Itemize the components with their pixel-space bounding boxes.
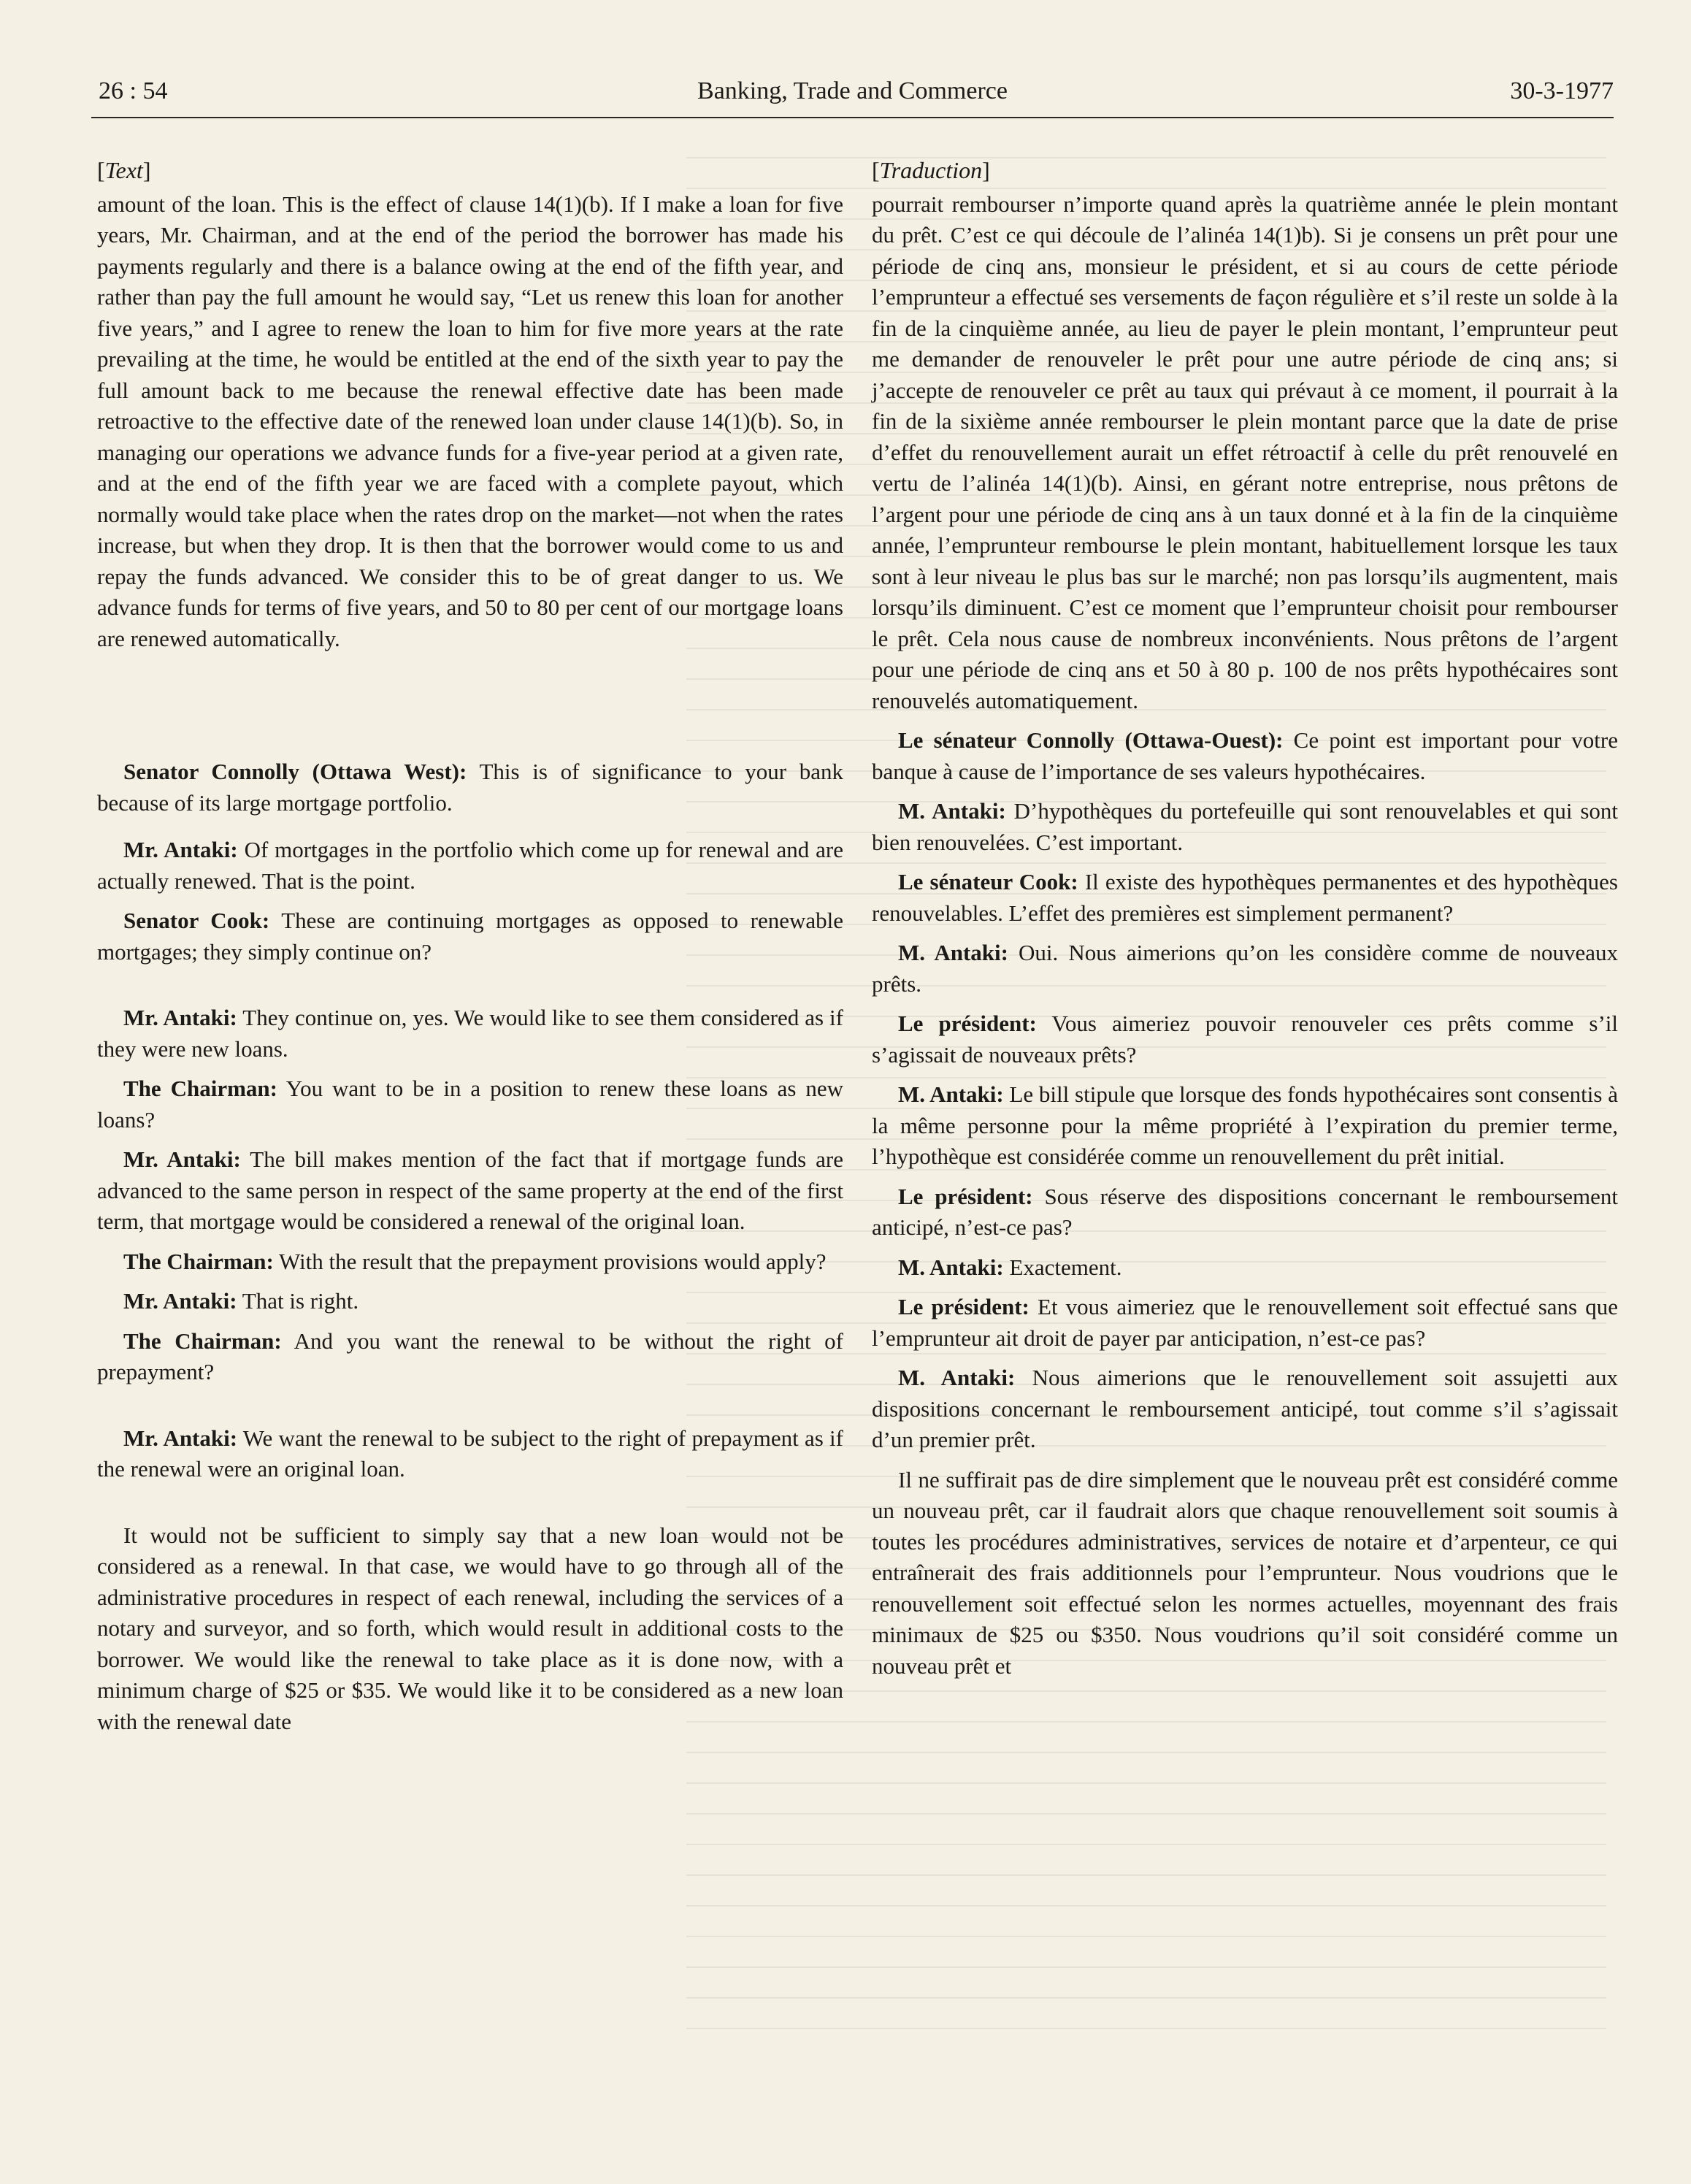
paragraph: M. Antaki: Exactement. bbox=[898, 1254, 1122, 1280]
speaker-name: Le président: bbox=[898, 1183, 1033, 1209]
speaker-name: Senator Connolly (Ottawa West): bbox=[123, 759, 467, 784]
speaker-name: M. Antaki: bbox=[898, 1081, 1004, 1107]
paragraph: Le sénateur Connolly (Ottawa-Ouest): Ce point est important pour votre banque à cause de l’importance de ses valeurs hypothécaires. bbox=[872, 727, 1619, 784]
speaker-name: Le sénateur Cook: bbox=[898, 869, 1078, 894]
speaker-name: M. Antaki: bbox=[898, 1365, 1016, 1390]
speaker-name: Le sénateur Connolly (Ottawa-Ouest): bbox=[898, 727, 1284, 753]
paragraph: Senator Cook: These are continuing mortgages as opposed to renewable mortgages; they simply continue on? bbox=[97, 908, 843, 965]
speaker-name: M. Antaki: bbox=[898, 1254, 1004, 1280]
paragraph: The Chairman: With the result that the prepayment provisions would apply? bbox=[123, 1248, 827, 1274]
paragraph: Mr. Antaki: We want the renewal to be subject to the right of prepayment as if the renewal were an original loan. bbox=[97, 1425, 843, 1482]
column-tag-label: Text bbox=[104, 157, 143, 183]
paragraph: Mr. Antaki: The bill makes mention of the fact that if mortgage funds are advanced to the same person in respect of the same property at the end of the first term, that mortgage would be considered a renewal of the original loan. bbox=[97, 1146, 843, 1234]
paragraph: Le président: Sous réserve des dispositions concernant le remboursement anticipé, n’est-ce pas? bbox=[872, 1183, 1618, 1240]
publication-title: Banking, Trade and Commerce bbox=[697, 77, 1008, 104]
header-rule bbox=[91, 117, 1614, 118]
paragraph: Mr. Antaki: That is right. bbox=[123, 1288, 359, 1314]
paragraph: Il ne suffirait pas de dire simplement que le nouveau prêt est considéré comme un nouveau prêt, car il faudrait alors que chaque renouvellement soit soumis à toutes les procédures administratives, services de notaire et d’arpenteur, ce qui entraînerait des frais additionnels pour l’emprunteur. Nous voudrions que le renouvellement soit effectué selon les normes actuelles, moyennant des frais minimaux de $25 ou $350. Nous voudrions qu’il soit considéré comme un nouveau prêt et bbox=[872, 1466, 1618, 1679]
paragraph: Le président: Et vous aimeriez que le renouvellement soit effectué sans que l’emprunteur ait droit de payer par anticipation, n’est-ce pas? bbox=[872, 1294, 1619, 1351]
page-number: 26 : 54 bbox=[99, 77, 168, 104]
english-column bbox=[97, 155, 843, 1737]
page-header bbox=[91, 77, 1614, 115]
speaker-name: Senator Cook: bbox=[123, 908, 270, 933]
paragraph: The Chairman: You want to be in a position to renew these loans as new loans? bbox=[97, 1076, 843, 1133]
speaker-name: Mr. Antaki: bbox=[123, 837, 238, 862]
paragraph: Mr. Antaki: Of mortgages in the portfolio which come up for renewal and are actually renewed. That is the point. bbox=[97, 837, 844, 894]
speaker-name: Mr. Antaki: bbox=[123, 1146, 241, 1172]
speaker-name: M. Antaki: bbox=[898, 940, 1008, 965]
paragraph: It would not be sufficient to simply say that a new loan would not be considered as a renewal. In that case, we would have to go through all of the administrative procedures in respect of each renewal, including the services of a notary and surveyor, and so forth, which would result in additional costs to the borrower. We would like the renewal to take place as it is done now, with a minimum charge of $25 or $35. We would like it to be considered as a new loan with the renewal date bbox=[97, 1522, 843, 1734]
speaker-name: Le président: bbox=[898, 1294, 1029, 1319]
speaker-name: M. Antaki: bbox=[898, 798, 1006, 824]
header-date: 30-3-1977 bbox=[1510, 77, 1614, 104]
paragraph: Le président: Vous aimeriez pouvoir renouveler ces prêts comme s’il s’agissait de nouveaux prêts? bbox=[872, 1011, 1618, 1068]
speaker-name: The Chairman: bbox=[123, 1248, 274, 1274]
speaker-name: Mr. Antaki: bbox=[123, 1288, 237, 1314]
paragraph: Le sénateur Cook: Il existe des hypothèques permanentes et des hypothèques renouvelables. L’effet des premières est simplement permanent? bbox=[872, 869, 1618, 926]
speaker-name: Mr. Antaki: bbox=[123, 1425, 238, 1451]
speaker-name: The Chairman: bbox=[123, 1076, 277, 1101]
column-tag-label: Traduction bbox=[879, 157, 983, 183]
paragraph: M. Antaki: Oui. Nous aimerions qu’on les considère comme de nouveaux prêts. bbox=[872, 940, 1618, 997]
french-column bbox=[872, 155, 1618, 1682]
speaker-name: The Chairman: bbox=[123, 1327, 282, 1354]
paragraph: M. Antaki: Le bill stipule que lorsque des fonds hypothécaires sont consentis à la même personne pour la même propriété à l’expiration du premier terme, l’hypothèque est considérée comme un renouvellement du prêt initial. bbox=[872, 1081, 1618, 1169]
paragraph: The Chairman: And you want the renewal to be without the right of prepayment? bbox=[97, 1327, 843, 1384]
paragraph: amount of the loan. This is the effect of clause 14(1)(b). If I make a loan for five years, Mr. Chairman, and at the end of the period the borrower has made his payments regularly and there is a balance owing at the end of the fifth year, and rather than pay the full amount he would say, “Let us renew this loan for another five years,” and I agree to renew the loan to him for five more years at the rate prevailing at the time, he would be entitled at the end of the sixth year to pay the full amount back to me because the renewal effective date has been made retroactive to the effective date of the renewed loan under clause 14(1)(b). So, in managing our operations we advance funds for a five-year period at a given rate, and at the end of the fifth year we are faced with a complete payout, which normally would take place when the rates drop on the market—not when the rates increase, but when they drop. It is then that the borrower would come to us and repay the funds advanced. We consider this to be of great danger to us. We advance funds for terms of five years, and 50 to 80 per cent of our mortgage loans are renewed automatically. bbox=[97, 191, 843, 651]
column-tag: [Traduction] bbox=[872, 157, 990, 183]
speaker-name: Mr. Antaki: bbox=[123, 1005, 237, 1030]
paragraph: pourrait rembourser n’importe quand après la quatrième année le plein montant du prêt. C’est ce qui découle de l’alinéa 14(1)b). Si je consens un prêt pour une période de cinq ans, monsieur le président, et si au cours de cette période l’emprunteur a effectué ses versements de façon régulière et s’il reste un solde à la fin de la cinquième année, au lieu de payer le plein montant, l’emprunteur peut me demander de renouveler le prêt pour une autre période de cinq ans; si j’accepte de renouveler ce prêt au taux qui prévaut à ce moment, il pourrait à la fin de la sixième année rembourser le plein montant parce que la date de prise d’effet du renouvellement aurait un effet rétroactif à celle du prêt renouvelé en vertu de l’alinéa 14(1)(b). Ainsi, en gérant notre entreprise, nous prêtons de l’argent pour une période de cinq ans à un taux donné et à la fin de la cinquième année, l’emprunteur rembourse le plein montant, habituellement lorsque les taux sont à leur niveau le plus bas sur le marché; non pas lorsqu’ils augmentent, mais lorsqu’ils diminuent. C’est ce moment que l’emprunteur choisit pour rembourser le prêt. Cela nous cause de nombreux inconvénients. Nous prêtons de l’argent pour une période de cinq ans et 50 à 80 p. 100 de nos prêts hypothécaires sont renouvelés automatiquement. bbox=[872, 191, 1618, 713]
speaker-name: Le président: bbox=[898, 1011, 1037, 1036]
paragraph: M. Antaki: D’hypothèques du portefeuille qui sont renouvelables et qui sont bien renouvelées. C’est important. bbox=[872, 798, 1618, 855]
paragraph: M. Antaki: Nous aimerions que le renouvellement soit assujetti aux dispositions concernant le remboursement anticipé, tout comme s’il s’agissait d’un premier prêt. bbox=[872, 1365, 1618, 1452]
paragraph: Mr. Antaki: They continue on, yes. We would like to see them considered as if they were new loans. bbox=[97, 1005, 843, 1062]
paragraph: Senator Connolly (Ottawa West): This is of significance to your bank because of its large mortgage portfolio. bbox=[97, 759, 843, 816]
column-tag: [Text] bbox=[97, 157, 151, 183]
